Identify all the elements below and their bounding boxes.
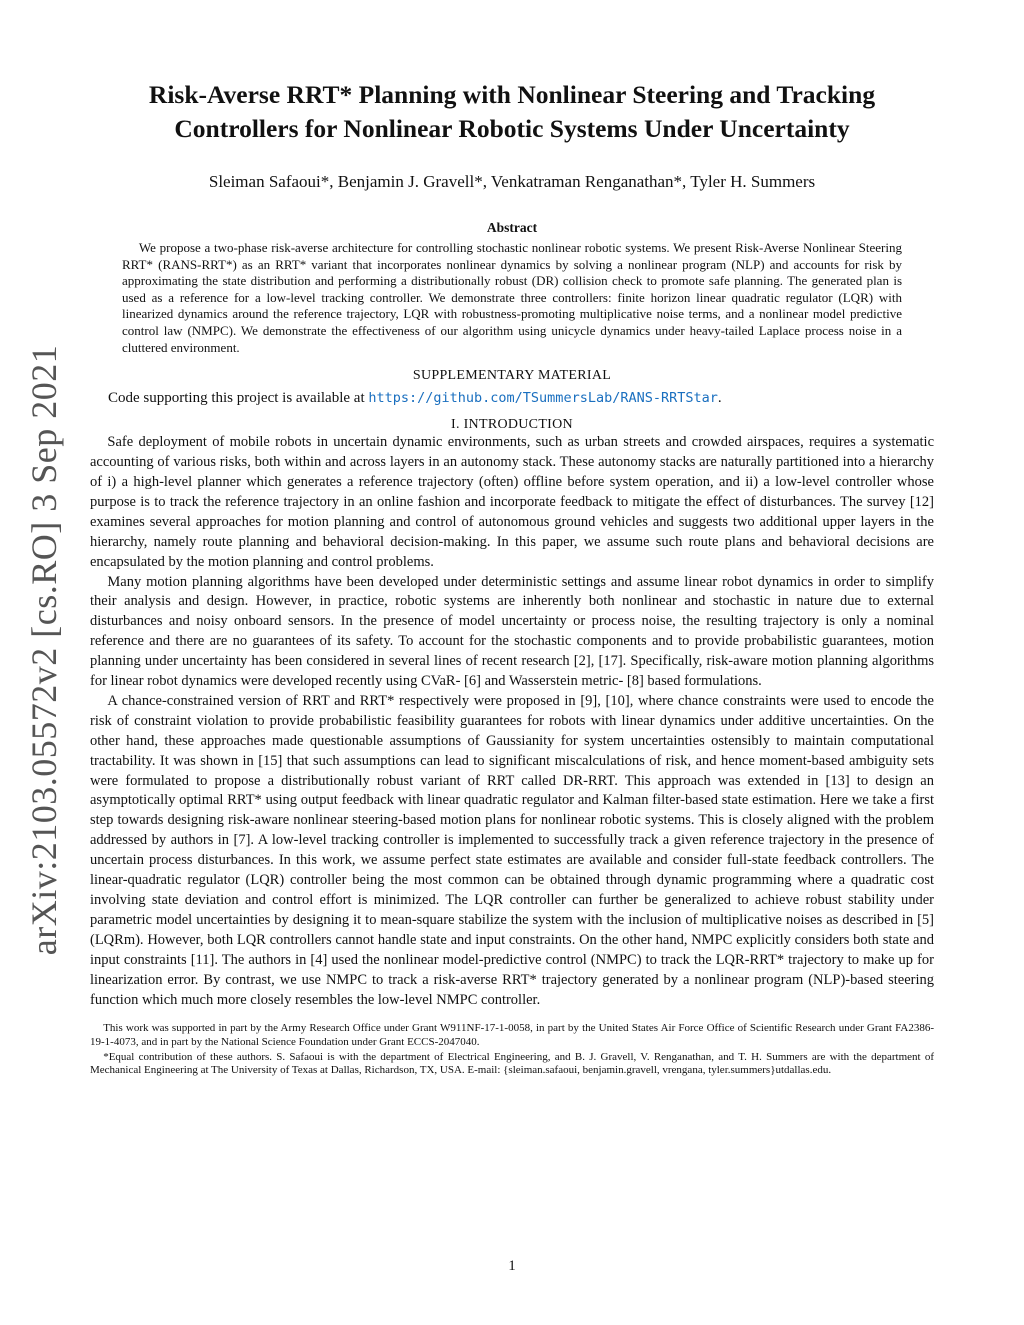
code-text: Code supporting this project is available at bbox=[108, 390, 369, 407]
paper-page bbox=[90, 78, 934, 1079]
intro-paragraph-3: A chance-constrained version of RRT and RRT* respectively were proposed in [9], [10], where chance constraints were used to encode the risk of constraint violation to provide probabilistic feasibility guarantees for robots with linear dynamics under additive uncertainties. On the other hand, these approaches made questionable assumptions of Gaussianity for system uncertainties ostensibly to maintain computational tractability. It was shown in [15] that such assumptions can lead to significant miscalculations of risk, and hence moment-based ambiguity sets were formulated to propose a distributionally robust variant of RRT called DR-RRT. This approach was extended in [13] to design an asymptotically optimal RRT* using output feedback with linear quadratic regulator and Kalman filter-based state estimation. Here we take a first step towards designing risk-aware nonlinear steering-based motion plans for nonlinear robotic systems. This is closely aligned with the problem addressed by authors in [7]. A low-level tracking controller is implemented to successfully track a given reference trajectory in the presence of uncertain process disturbances. In this work, we assume perfect state estimates are available and consider full-state feedback controllers. The linear-quadratic regulator (LQR) controller being the most common can be obtained through dynamic programming where a quadratic cost involving state deviation and control effort is minimized. The LQR controller can further be generalized to achieve robust stability under parametric model uncertainties by designing it to mean-square stabilize the system with the inclusion of multiplicative noises as described in [5] (LQRm). However, both LQR controllers cannot handle state and input constraints. On the other hand, NMPC explicitly considers both state and input constraints [11]. The authors in [4] used the nonlinear model-predictive control (NMPC) to track the LQR-RRT* trajectory to make up for linearization error. By contrast, we use NMPC to track a risk-averse RRT* trajectory generated by a nonlinear program (NLP)-based steering function which much more closely resembles the low-level NMPC controller. bbox=[90, 692, 934, 1008]
code-availability bbox=[90, 390, 934, 407]
abstract-text: We propose a two-phase risk-averse architecture for controlling stochastic nonlinear robotic systems. We present Risk-Averse Nonlinear Steering RRT* (RANS-RRT*) as an RRT* variant that incorporates nonlinear dynamics by solving a nonlinear program (NLP) and accounts for risk by approximating the state distribution and performing a distributionally robust (DR) collision check to promote safe planning. The generated plan is used as a reference for a low-level tracking controller. We demonstrate three controllers: finite horizon linear quadratic regulator (LQR) with linearized dynamics around the reference trajectory, LQR with robustness-promoting multiplicative noise terms, and a nonlinear model predictive control law (NMPC). We demonstrate the effectiveness of our algorithm using unicycle dynamics under heavy-tailed Laplace process noise in a cluttered environment. bbox=[122, 240, 902, 355]
arxiv-identifier: arXiv:2103.05572v2 [cs.RO] 3 Sep 2021 bbox=[24, 344, 64, 956]
supplementary-heading: SUPPLEMENTARY MATERIAL bbox=[412, 368, 612, 384]
intro-paragraph-2: Many motion planning algorithms have been developed under deterministic settings and assume linear robot dynamics in order to simplify their analysis and design. However, in practice, robotic systems are inherently both nonlinear and stochastic in nature due to external disturbances and noisy onboard sensors. In the presence of model uncertainty or process noise, the resulting trajectory is only a nominal reference and there are no guarantees of its safety. To account for the stochastic components and to provide probabilistic guarantees, motion planning under uncertainty has been considered in several lines of recent research [2], [17]. Specifically, risk-aware motion planning algorithms for linear robot dynamics were developed recently using CVaR- [6] and Wasserstein metric- [8] based formulations. bbox=[90, 573, 934, 690]
footnotes bbox=[90, 1022, 934, 1077]
author-list: Sleiman Safaoui*, Benjamin J. Gravell*, Venkatraman Renganathan*, Tyler H. Summers bbox=[208, 172, 816, 191]
paper-title bbox=[90, 78, 934, 146]
code-link[interactable]: https://github.com/TSummersLab/RANS-RRTStar bbox=[368, 390, 718, 407]
funding-footnote: This work was supported in part by the Army Research Office under Grant W911NF-17-1-0058, in part by the United States Air Force Office of Scientific Research under Grant FA2386-19-1-4073, and in part by the National Science Foundation under Grant ECCS-2047040. bbox=[90, 1022, 934, 1048]
code-end: . bbox=[717, 390, 722, 407]
page-number: 1 bbox=[508, 1258, 516, 1274]
intro-paragraph-1: Safe deployment of mobile robots in uncertain dynamic environments, such as urban streets and crowded airspaces, requires a systematic accounting of various risks, both within and across layers in an autonomy stack. These autonomy stacks are naturally partitioned into a hierarchy of i) a high-level planner which generates a reference trajectory (often) offline before system operation, and ii) a low-level controller whose purpose is to track the reference trajectory in an online fashion and incorporate feedback to mitigate the effect of disturbances. The survey [12] examines several approaches for motion planning and control of autonomous ground vehicles and suggests two additional upper layers in the hierarchy, namely route planning and behavioral decision-making. In this paper, we assume such route plans and behavioral decisions are encapsulated by the motion planning and control problems. bbox=[90, 434, 934, 570]
introduction-heading: I. INTRODUCTION bbox=[451, 417, 573, 433]
title-line-2: Controllers for Nonlinear Robotic Systems Under Uncertainty bbox=[174, 114, 850, 143]
affiliation-footnote: *Equal contribution of these authors. S. Safaoui is with the department of Electrical Engineering, and B. J. Gravell, V. Renganathan, and T. H. Summers are with the department of Mechanical Engineering at The University of Texas at Dallas, Richardson, TX, USA. E-mail: {sleiman.safaoui, benjamin.gravell, vrengana, tyler.summers}utdallas.edu. bbox=[90, 1050, 934, 1077]
abstract-heading: Abstract bbox=[486, 220, 538, 235]
arxiv-watermark bbox=[20, 344, 68, 956]
title-line-1: Risk-Averse RRT* Planning with Nonlinear Steering and Tracking bbox=[148, 80, 876, 109]
